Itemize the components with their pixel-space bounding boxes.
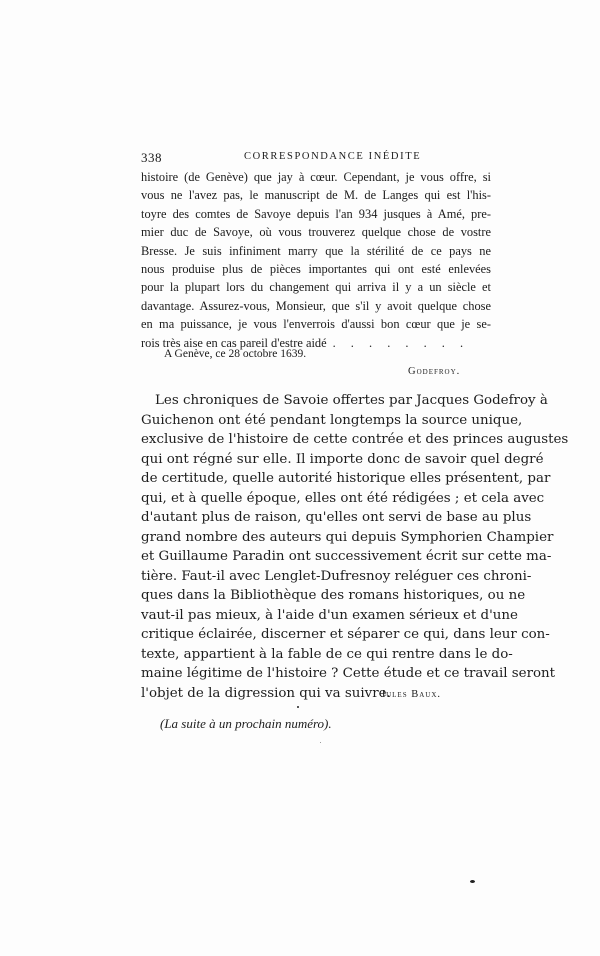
commentary-paragraph xyxy=(141,391,569,703)
print-speck xyxy=(320,742,321,743)
dot-leaders: . . . . . . . . xyxy=(332,335,470,350)
print-speck xyxy=(470,880,475,883)
commentary-line: qui ont régné sur elle. Il importe donc de savoir quel degré xyxy=(141,451,544,467)
commentary-line: Les chroniques de Savoie offertes par Jacques Godefroy à xyxy=(155,393,548,408)
commentary-line: Guichenon ont été pendant longtemps la source unique, xyxy=(141,412,523,428)
page-header xyxy=(141,150,491,166)
author-signature: Jules Baux. xyxy=(381,689,442,700)
commentary-line: ques dans la Bibliothèque des romans historiques, ou ne xyxy=(141,588,526,603)
commentary-line: grand nombre des auteurs qui depuis Symphorien Champier xyxy=(141,529,554,545)
letter-line: davantage. Assurez-vous, Monsieur, que s'il y avoit quelque chose xyxy=(141,298,491,313)
commentary-line: de certitude, quelle autorité historique elles présentent, par xyxy=(141,471,551,486)
letter-line: en ma puissance, je vous l'enverrois d'aussi bon cœur que je se- xyxy=(141,317,491,332)
letter-line: nous produise plus de pièces importantes qui ont esté enlevées xyxy=(141,261,491,276)
commentary-line: et Guillaume Paradin ont successivement écrit sur cette ma- xyxy=(141,549,552,564)
commentary-line: maine légitime de l'histoire ? Cette étude et ce travail seront xyxy=(141,666,556,681)
letter-line-text: rois très aise en cas pareil d'estre aidé xyxy=(141,335,327,350)
letter-line: pour la plupart lors du changement qui arriva il y a un siècle et xyxy=(141,280,491,295)
letter-line: Bresse. Je suis infiniment marry que la stérilité de ce pays ne xyxy=(141,243,491,258)
print-speck xyxy=(297,706,299,708)
letter-line: toyre des comtes de Savoye depuis l'an 934 jusques à Amé, pre- xyxy=(141,206,491,221)
page-number: 338 xyxy=(141,150,162,165)
letter-dateline: A Genève, ce 28 octobre 1639. xyxy=(164,348,307,360)
commentary-line: texte, appartient à la fable de ce qui rentre dans le do- xyxy=(141,646,513,662)
commentary-line: qui, et à quelle époque, elles ont été rédigées ; et cela avec xyxy=(141,490,545,506)
letter-text xyxy=(141,168,491,352)
letter-line: histoire (de Genève) que jay à cœur. Cependant, je vous offre, si xyxy=(141,170,491,184)
commentary-line: critique éclairée, discerner et séparer ce qui, dans leur con- xyxy=(141,627,550,642)
letter-signature: Godefroy. xyxy=(408,366,461,377)
continuation-note: (La suite à un prochain numéro). xyxy=(160,716,332,731)
running-title: CORRESPONDANCE INÉDITE xyxy=(244,151,422,162)
commentary-line: tière. Faut-il avec Lenglet-Dufresnoy reléguer ces chroni- xyxy=(141,568,532,584)
commentary-line: d'autant plus de raison, qu'elles ont servi de base au plus xyxy=(141,510,532,525)
commentary-line: vaut-il pas mieux, à l'aide d'un examen sérieux et d'une xyxy=(141,607,518,623)
commentary-line: exclusive de l'histoire de cette contrée et des princes augustes xyxy=(141,432,569,447)
commentary-line: l'objet de la digression qui va suivre. xyxy=(141,685,391,701)
letter-line: vous ne l'avez pas, le manuscript de M. de Langes qui est l'his- xyxy=(141,188,491,203)
letter-line: mier duc de Savoye, où vous trouverez quelque chose de vostre xyxy=(141,225,491,240)
